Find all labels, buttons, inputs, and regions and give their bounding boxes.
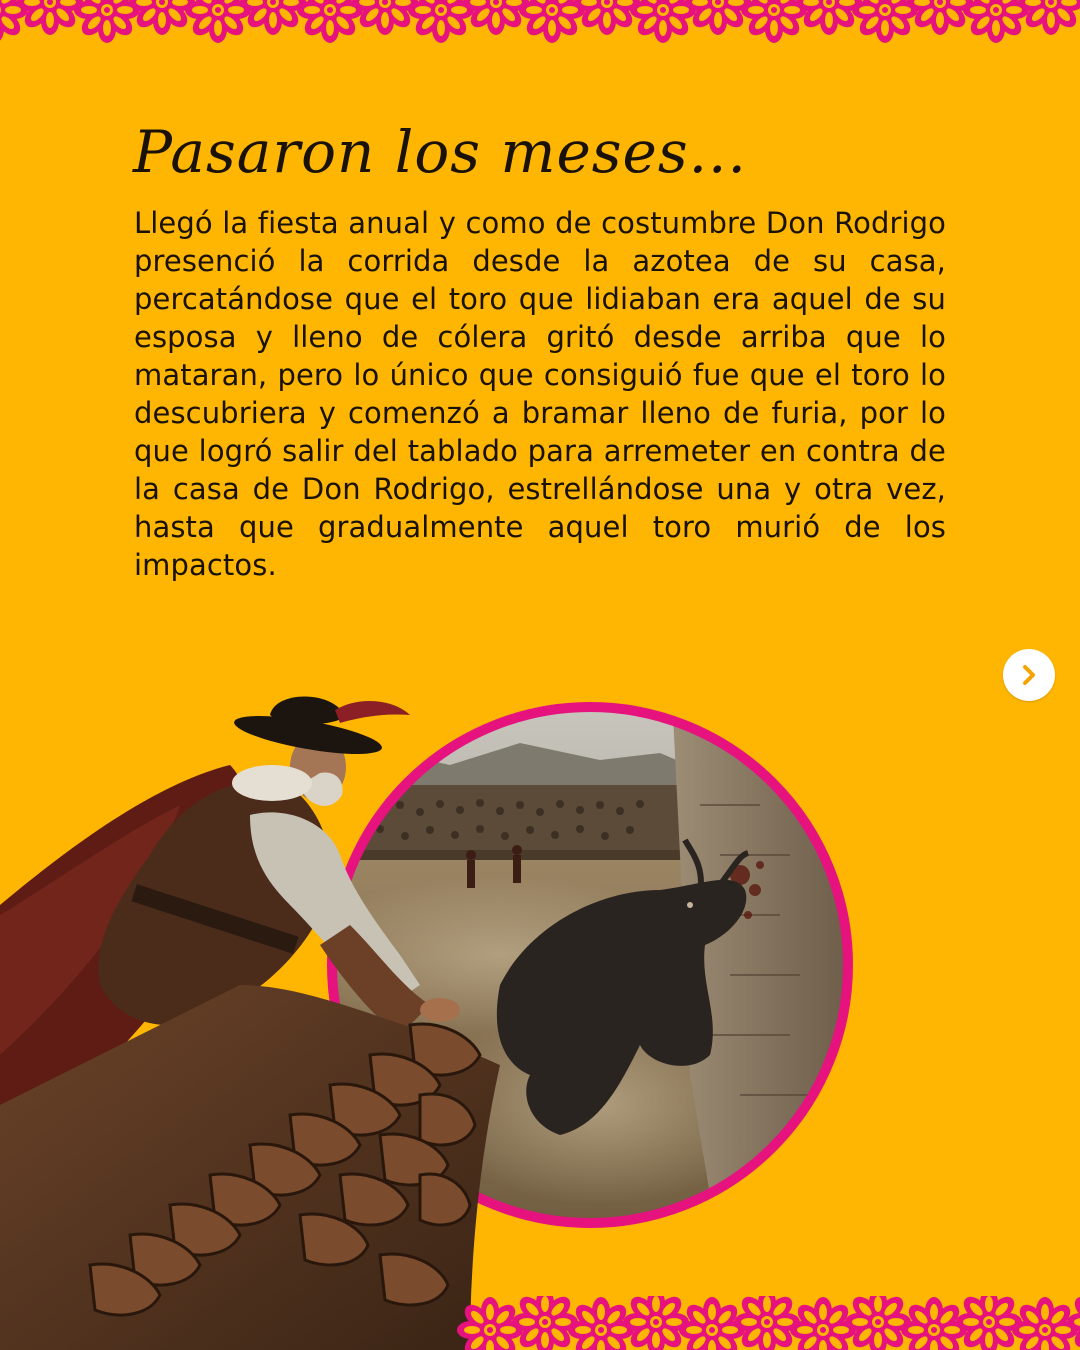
chevron-right-icon: [1016, 662, 1042, 688]
top-flower-border: [0, 0, 1080, 48]
slide-title: Pasaron los meses...: [133, 118, 747, 186]
flower-border-bottom-svg: [0, 1296, 1080, 1350]
story-paragraph: Llegó la fiesta anual y como de costumbre Don Rodrigo presenció la corrida desde la azotea de su casa, percatándose que el toro que lidiaban era aquel de su esposa y lleno de cólera gritó desde arriba que lo mataran, pero lo único que consiguió fue que el toro lo descubriera y comenzó a bramar lleno de furia, por lo que logró salir del tablado para arremeter en contra de la casa de Don Rodrigo, estrellándose una y otra vez, hasta que gradualmente aquel toro murió de los impactos.: [134, 206, 946, 582]
bottom-flower-border: [0, 1296, 1080, 1350]
flower-border-top-svg: [0, 0, 1080, 48]
bullfight-illustration: [0, 655, 860, 1350]
story-illustration: [0, 655, 860, 1350]
next-slide-button[interactable]: [1003, 649, 1055, 701]
